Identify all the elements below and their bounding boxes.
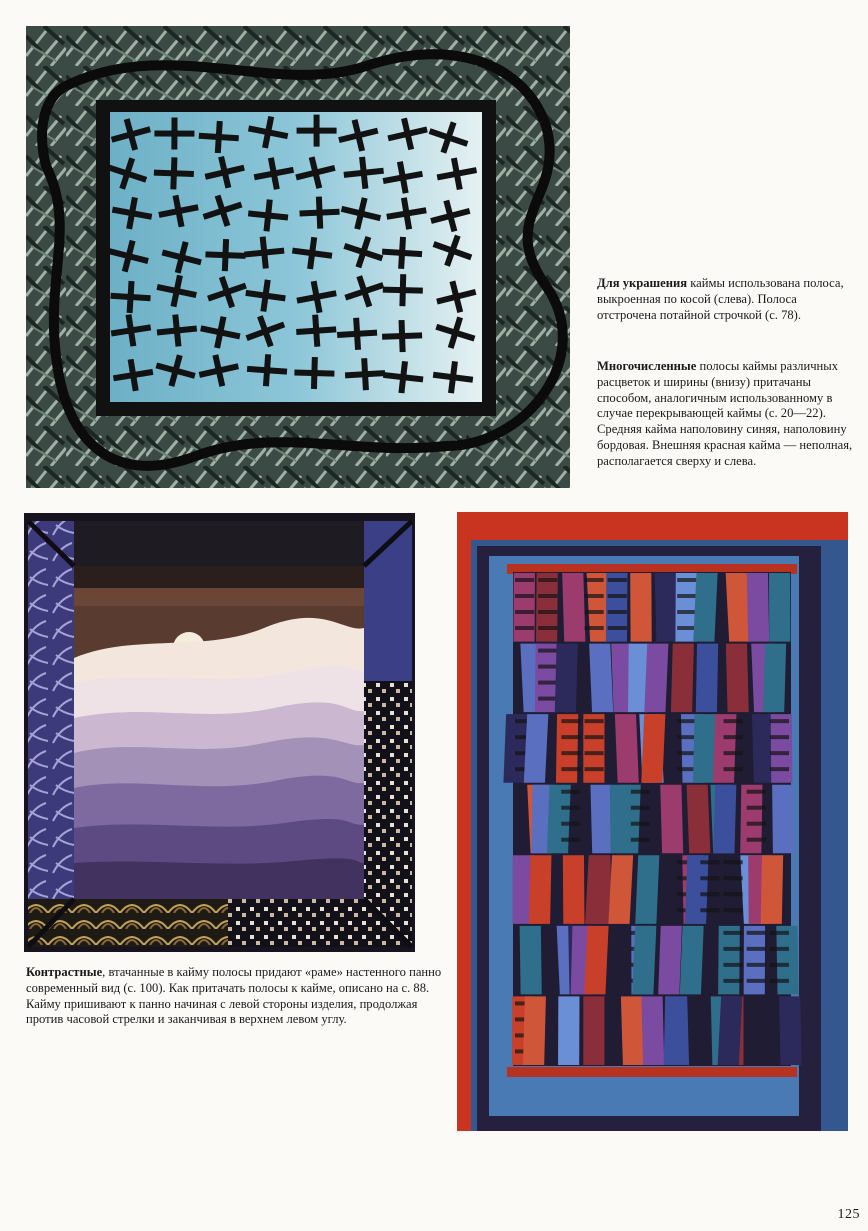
strip-patch	[671, 644, 694, 713]
strip-stripe	[561, 719, 580, 723]
strip-stripe	[538, 649, 557, 653]
strip-stripe	[585, 735, 604, 739]
strip-patch	[740, 785, 762, 854]
strip-patch	[687, 785, 711, 854]
quilt-photo-crosses	[26, 26, 570, 488]
strip-patch	[547, 785, 571, 854]
strip-patch	[590, 785, 613, 854]
strip-patch	[747, 573, 769, 642]
caption-bias-strip	[597, 276, 859, 323]
caption-text: , втачанные в кайму полосы придают «раме» настенного панно современный вид (с. 100). Как притачать полосы к кайме, описано на с. 88. Кайму пришивают к панно начиная с левой стороны изделия, продолжая против часовой стрелки и заканчивая в верхнем левом углу.	[26, 965, 442, 1027]
strip-stripe	[538, 665, 557, 669]
strip-patch	[617, 785, 641, 854]
strip-patch	[726, 573, 751, 642]
strip-stripe	[747, 947, 766, 951]
strip-stripe	[677, 578, 696, 582]
strip-patch	[523, 996, 546, 1065]
strip-stripe	[561, 838, 580, 842]
strip-patch	[680, 926, 704, 995]
strip-patch	[718, 996, 743, 1065]
strip-stripe	[561, 735, 580, 739]
strip-stripe	[585, 610, 604, 614]
strip-stripe	[608, 578, 627, 582]
strip-stripe	[515, 594, 534, 598]
strip-stripe	[585, 594, 604, 598]
strip-stripe	[515, 578, 534, 582]
strip-stripe	[747, 806, 766, 810]
strip-stripe	[585, 626, 604, 630]
strip-patch	[584, 926, 608, 995]
strip-stripe	[561, 767, 580, 771]
strip-stripe	[538, 610, 557, 614]
caption-multiple-borders	[597, 359, 863, 470]
strip-stripe	[724, 947, 743, 951]
strip-stripe	[770, 719, 789, 723]
strip-stripe	[585, 578, 604, 582]
strip-patch	[513, 573, 534, 642]
strip-patch	[608, 855, 633, 924]
strip-patch	[535, 644, 557, 713]
strip-stripe	[700, 876, 719, 880]
strip-stripe	[700, 908, 719, 912]
strip-patch	[583, 714, 604, 783]
strip-patch	[529, 855, 552, 924]
strip-stripe	[608, 594, 627, 598]
strip-stripe	[677, 751, 696, 755]
strip-stripe	[585, 767, 604, 771]
strip-stripe	[724, 860, 743, 864]
strip-stripe	[770, 947, 789, 951]
strip-stripe	[631, 838, 650, 842]
strip-patch	[562, 573, 585, 642]
strip-stripe	[724, 719, 743, 723]
strip-patch	[524, 714, 549, 783]
strip-patch	[615, 714, 639, 783]
strip-stripe	[700, 892, 719, 896]
strip-stripe	[631, 822, 650, 826]
strip-patch	[664, 996, 687, 1065]
strip-patch	[536, 573, 558, 642]
strip-stripe	[515, 626, 534, 630]
strip-patch	[769, 573, 790, 642]
strip-patch	[779, 996, 802, 1065]
strip-stripe	[770, 767, 789, 771]
strip-stripe	[538, 681, 557, 685]
strip-stripe	[770, 735, 789, 739]
strip-stripe	[631, 790, 650, 794]
strip-patch	[641, 714, 665, 783]
strip-patch	[558, 996, 579, 1065]
strip-stripe	[677, 626, 696, 630]
strip-stripe	[747, 979, 766, 983]
strip-stripe	[561, 822, 580, 826]
strip-patch	[718, 926, 740, 995]
strip-patch	[776, 926, 798, 995]
strip-patch	[583, 996, 604, 1065]
strip-stripe	[677, 719, 696, 723]
strip-stripe	[608, 610, 627, 614]
caption-text: каймы использована полоса, выкроенная по косой (слева). Полоса отстрочена потайной строчкой (с. 78).	[597, 276, 844, 322]
strip-stripe	[585, 751, 604, 755]
strip-stripe	[770, 979, 789, 983]
strip-stripe	[608, 626, 627, 630]
strip-patch	[685, 855, 709, 924]
strip-stripe	[561, 790, 580, 794]
strip-patch	[660, 785, 683, 854]
strip-stripe	[700, 860, 719, 864]
caption-text: полосы каймы различных расцветок и ширины (внизу) притачаны способом, аналогичным использованному в случае перекрывающей каймы (с. 20—22). Средняя кайма наполовину синяя, наполовину бордовая. Внешняя красная кайма — неполная, располагается сверху и слева.	[597, 359, 853, 468]
caption-lead: Многочисленные	[597, 359, 697, 373]
strip-patch	[635, 855, 659, 924]
strip-patch	[585, 855, 610, 924]
strip-stripe	[631, 806, 650, 810]
strip-stripe	[724, 751, 743, 755]
strip-patch	[641, 996, 664, 1065]
strip-patch	[621, 996, 644, 1065]
strip-patch	[693, 714, 716, 783]
strip-stripe	[770, 931, 789, 935]
quilt-photo-landscape	[24, 513, 415, 952]
strip-patch	[713, 785, 736, 854]
strip-patch	[693, 573, 717, 642]
strip-patch	[655, 573, 678, 642]
strip-stripe	[585, 719, 604, 723]
strip-patch	[606, 573, 628, 642]
strip-patch	[696, 644, 718, 713]
strip-stripe	[724, 892, 743, 896]
strip-stripe	[724, 908, 743, 912]
strip-stripe	[747, 822, 766, 826]
strip-stripe	[770, 751, 789, 755]
strip-stripe	[538, 697, 557, 701]
strip-stripe	[724, 963, 743, 967]
strip-stripe	[724, 876, 743, 880]
strip-stripe	[538, 626, 557, 630]
strip-patch	[589, 644, 613, 713]
strip-stripe	[724, 979, 743, 983]
strip-patch	[761, 855, 784, 924]
strip-stripe	[747, 931, 766, 935]
strip-patch	[632, 926, 656, 995]
strip-stripe	[561, 806, 580, 810]
strip-patch	[744, 926, 765, 995]
strip-stripe	[724, 931, 743, 935]
strip-stripe	[538, 578, 557, 582]
page-number: 125	[837, 1207, 860, 1222]
strip-stripe	[677, 594, 696, 598]
quilt-photo-strips	[457, 512, 848, 1131]
caption-lead: Для украшения	[597, 276, 688, 290]
strip-stripe	[515, 610, 534, 614]
strip-patch	[763, 644, 786, 713]
strip-stripe	[538, 594, 557, 598]
strip-patch	[771, 714, 793, 783]
strip-patch	[630, 573, 652, 642]
strip-stripe	[561, 751, 580, 755]
strip-stripe	[724, 735, 743, 739]
strip-patch	[644, 644, 668, 713]
strip-patch	[713, 714, 737, 783]
strip-patch	[658, 926, 682, 995]
strip-stripe	[770, 963, 789, 967]
strip-stripe	[747, 790, 766, 794]
strip-patch	[555, 644, 578, 713]
strip-stripe	[747, 963, 766, 967]
caption-lead: Контрастные	[26, 965, 103, 979]
strip-patch	[556, 714, 578, 783]
strip-stripe	[677, 735, 696, 739]
strip-patch	[563, 855, 585, 924]
strip-patch	[772, 785, 794, 854]
strip-patch	[726, 644, 749, 713]
strip-stripe	[724, 767, 743, 771]
strip-patch	[520, 926, 542, 995]
strip-stripe	[747, 838, 766, 842]
strip-stripe	[677, 610, 696, 614]
strip-patch	[503, 714, 527, 783]
caption-contrast-strips	[26, 965, 451, 1028]
